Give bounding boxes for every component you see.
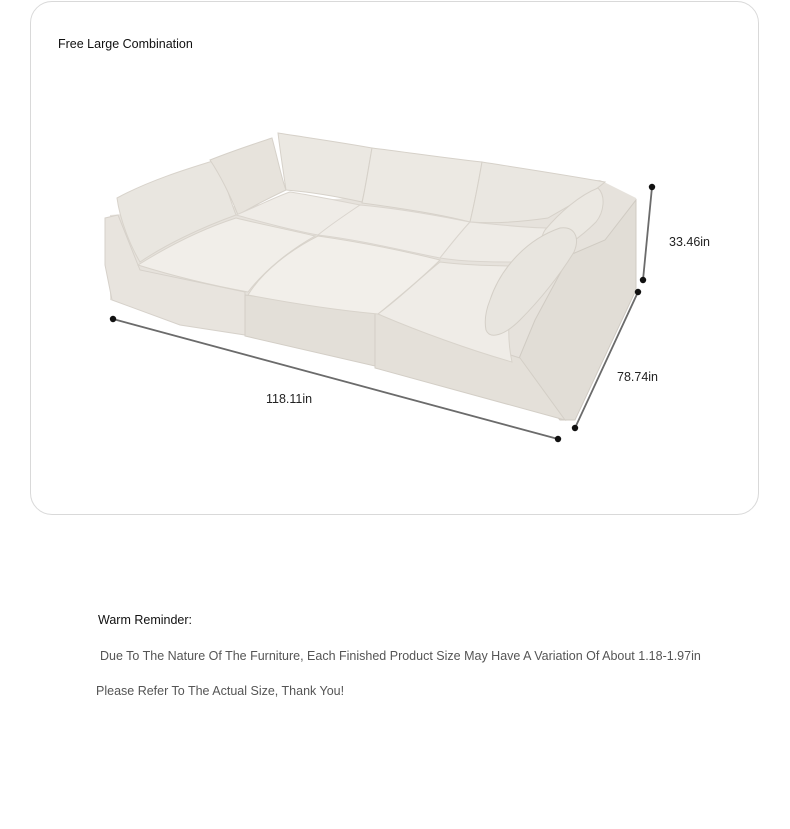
- height-dimension-bottom: [640, 277, 646, 283]
- depth-dimension-label: 78.74in: [617, 370, 659, 384]
- depth-dimension-bottom: [572, 425, 578, 431]
- reminder-title: Warm Reminder:: [98, 613, 192, 627]
- width-dimension-start: [110, 316, 116, 322]
- width-dimension-end: [555, 436, 561, 442]
- back-cushion-center-left: [278, 133, 372, 202]
- height-dimension-top: [649, 184, 655, 190]
- height-dimension-line: [643, 187, 652, 280]
- reminder-text-variation: Due To The Nature Of The Furniture, Each Finished Product Size May Have A Variation Of About 1.18-1.97in: [100, 649, 701, 663]
- width-dimension-label: 118.11in: [266, 392, 313, 406]
- card-title: Free Large Combination: [58, 37, 193, 51]
- depth-dimension-top: [635, 289, 641, 295]
- reminder-text-refer: Please Refer To The Actual Size, Thank You!: [96, 684, 345, 698]
- height-dimension-label: 33.46in: [669, 235, 711, 249]
